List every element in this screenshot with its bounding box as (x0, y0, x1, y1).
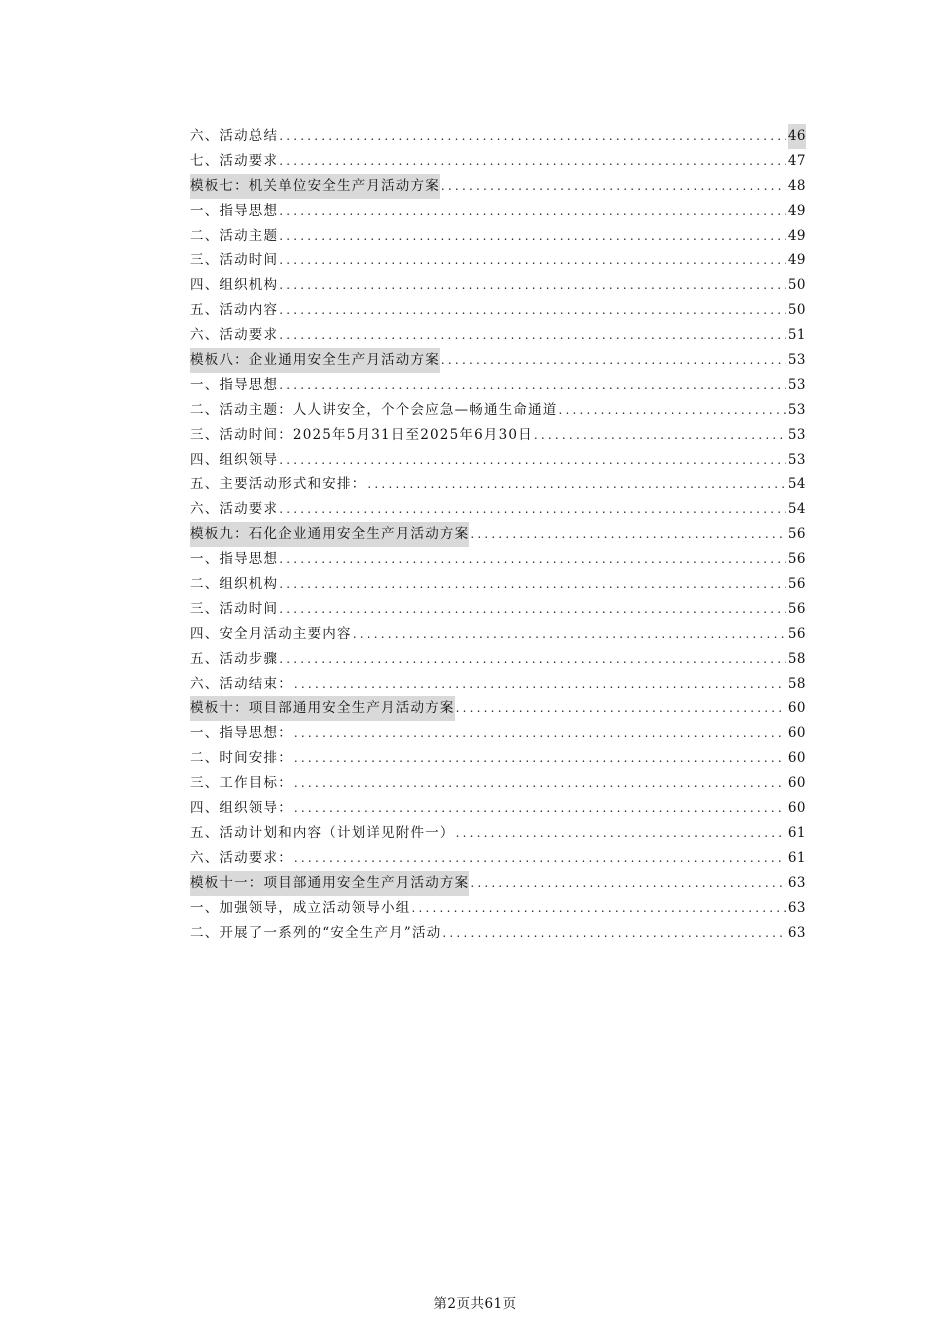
toc-entry-title: 四、组织领导： (190, 800, 293, 817)
toc-page-number: 63 (787, 924, 806, 941)
toc-page-number: 60 (787, 775, 806, 792)
toc-entry-title: 六、活动要求 (190, 501, 279, 518)
toc-dot-leader (353, 622, 786, 647)
toc-page-number: 53 (787, 401, 806, 418)
toc-dot-leader (456, 821, 786, 846)
toc-entry[interactable] (190, 771, 806, 796)
toc-entry-title: 二、时间安排： (190, 750, 293, 767)
toc-page-number: 61 (787, 849, 806, 866)
toc-page-number: 49 (787, 227, 806, 244)
toc-page-number: 50 (787, 302, 806, 319)
toc-entry-title: 七、活动要求 (190, 152, 279, 169)
toc-entry[interactable] (190, 273, 806, 298)
toc-page-number: 54 (787, 501, 806, 518)
toc-dot-leader (367, 472, 785, 497)
toc-page-number: 47 (787, 152, 806, 169)
toc-page-number: 60 (787, 725, 806, 742)
toc-dot-leader (442, 921, 785, 946)
toc-page-number: 58 (787, 675, 806, 692)
toc-entry-title: 二、活动主题 (190, 227, 279, 244)
toc-entry-title: 六、活动结束： (190, 675, 293, 692)
toc-entry-title: 三、活动时间：2025年5月31日至2025年6月30日 (190, 426, 533, 443)
toc-entry[interactable] (190, 224, 806, 249)
toc-entry-title: 一、指导思想 (190, 376, 279, 393)
toc-dot-leader (279, 149, 786, 174)
toc-dot-leader (470, 871, 786, 896)
toc-dot-leader (279, 248, 786, 273)
toc-entry[interactable] (190, 248, 806, 273)
toc-entry-title: 模板七：机关单位安全生产月活动方案 (190, 174, 440, 199)
toc-entry-title: 四、组织领导 (190, 451, 279, 468)
toc-dot-leader (279, 323, 786, 348)
toc-entry[interactable] (190, 622, 806, 647)
toc-entry[interactable] (190, 124, 806, 149)
toc-entry-title: 模板十：项目部通用安全生产月活动方案 (190, 696, 455, 721)
toc-page-number: 58 (787, 650, 806, 667)
toc-entry-title: 模板九：石化企业通用安全生产月活动方案 (190, 522, 469, 547)
toc-entry[interactable] (190, 672, 806, 697)
toc-page-number: 49 (787, 252, 806, 269)
toc-entry[interactable] (190, 472, 806, 497)
toc-heading-entry[interactable] (190, 522, 806, 547)
toc-page-number: 60 (787, 700, 806, 717)
toc-entry[interactable] (190, 547, 806, 572)
table-of-contents (190, 124, 806, 945)
toc-entry-title: 模板十一：项目部通用安全生产月活动方案 (190, 871, 469, 896)
toc-page-number: 48 (787, 177, 806, 194)
toc-entry[interactable] (190, 497, 806, 522)
toc-dot-leader (470, 522, 786, 547)
toc-entry-title: 五、活动内容 (190, 302, 279, 319)
toc-page-number: 49 (787, 202, 806, 219)
toc-page-number: 53 (787, 352, 806, 369)
toc-entry-title: 六、活动总结 (190, 128, 279, 144)
toc-page-number: 56 (787, 526, 806, 543)
toc-page-number: 56 (787, 576, 806, 593)
toc-entry[interactable] (190, 323, 806, 348)
toc-dot-leader (294, 846, 786, 871)
toc-dot-leader (559, 398, 786, 423)
toc-entry-title: 二、活动主题：人人讲安全，个个会应急—畅通生命通道 (190, 401, 558, 418)
toc-entry[interactable] (190, 423, 806, 448)
toc-entry-title: 六、活动要求： (190, 849, 293, 866)
toc-entry[interactable] (190, 597, 806, 622)
toc-entry[interactable] (190, 199, 806, 224)
toc-entry[interactable] (190, 821, 806, 846)
toc-entry[interactable] (190, 572, 806, 597)
toc-entry[interactable] (190, 846, 806, 871)
page-footer: 第2页共61页 (433, 1296, 517, 1312)
toc-dot-leader (279, 597, 786, 622)
toc-page-number: 56 (787, 551, 806, 568)
toc-dot-leader (279, 273, 786, 298)
toc-dot-leader (441, 174, 786, 199)
toc-entry-title: 一、指导思想 (190, 551, 279, 568)
toc-page-number: 46 (788, 124, 806, 149)
toc-dot-leader (294, 771, 786, 796)
toc-entry-title: 模板八：企业通用安全生产月活动方案 (190, 348, 440, 373)
toc-heading-entry[interactable] (190, 696, 806, 721)
toc-entry-title: 一、加强领导，成立活动领导小组 (190, 899, 411, 916)
toc-heading-entry[interactable] (190, 348, 806, 373)
toc-entry[interactable] (190, 398, 806, 423)
toc-dot-leader (279, 199, 786, 224)
toc-dot-leader (294, 721, 786, 746)
toc-entry-title: 一、指导思想 (190, 202, 279, 219)
toc-page-number: 53 (787, 376, 806, 393)
toc-page-number: 54 (787, 476, 806, 493)
toc-heading-entry[interactable] (190, 871, 806, 896)
toc-entry-title: 二、组织机构 (190, 576, 279, 593)
toc-entry[interactable] (190, 448, 806, 473)
toc-page-number: 53 (787, 426, 806, 443)
toc-entry[interactable] (190, 149, 806, 174)
toc-dot-leader (412, 896, 786, 921)
toc-page-number: 56 (787, 600, 806, 617)
toc-dot-leader (279, 497, 786, 522)
toc-dot-leader (279, 547, 786, 572)
toc-dot-leader (279, 448, 786, 473)
toc-dot-leader (456, 696, 786, 721)
toc-page-number: 51 (787, 327, 806, 344)
toc-entry-title: 三、活动时间 (190, 252, 279, 269)
toc-dot-leader (534, 423, 786, 448)
toc-dot-leader (279, 572, 786, 597)
toc-entry-title: 四、安全月活动主要内容 (190, 625, 352, 642)
toc-entry-title: 五、活动步骤 (190, 650, 279, 667)
toc-entry[interactable] (190, 298, 806, 323)
toc-entry[interactable] (190, 746, 806, 771)
toc-page-number: 63 (787, 874, 806, 891)
toc-entry[interactable] (190, 921, 806, 946)
toc-entry-title: 五、活动计划和内容（计划详见附件一） (190, 824, 455, 841)
toc-heading-entry[interactable] (190, 174, 806, 199)
toc-page-number: 50 (787, 277, 806, 294)
toc-entry-title: 三、工作目标： (190, 775, 293, 792)
toc-page-number: 56 (787, 625, 806, 642)
toc-dot-leader (294, 672, 786, 697)
toc-dot-leader (294, 796, 786, 821)
toc-page-number: 63 (787, 899, 806, 916)
toc-dot-leader (441, 348, 786, 373)
toc-entry[interactable] (190, 721, 806, 746)
toc-dot-leader (294, 746, 786, 771)
toc-entry[interactable] (190, 373, 806, 398)
toc-dot-leader (279, 224, 786, 249)
toc-dot-leader (279, 298, 786, 323)
toc-entry-title: 四、组织机构 (190, 277, 279, 294)
toc-entry-title: 六、活动要求 (190, 327, 279, 344)
toc-dot-leader (279, 373, 786, 398)
toc-entry-title: 五、主要活动形式和安排： (190, 476, 367, 493)
toc-entry-title: 一、指导思想： (190, 725, 293, 742)
toc-page-number: 61 (787, 824, 806, 841)
toc-page-number: 60 (787, 800, 806, 817)
toc-dot-leader (279, 647, 786, 672)
toc-dot-leader (279, 124, 786, 149)
toc-entry[interactable] (190, 647, 806, 672)
toc-page-number: 60 (787, 750, 806, 767)
toc-entry-title: 二、开展了一系列的“安全生产月”活动 (190, 924, 442, 941)
toc-entry[interactable] (190, 896, 806, 921)
toc-page-number: 53 (787, 451, 806, 468)
toc-entry-title: 三、活动时间 (190, 600, 279, 617)
toc-entry[interactable] (190, 796, 806, 821)
